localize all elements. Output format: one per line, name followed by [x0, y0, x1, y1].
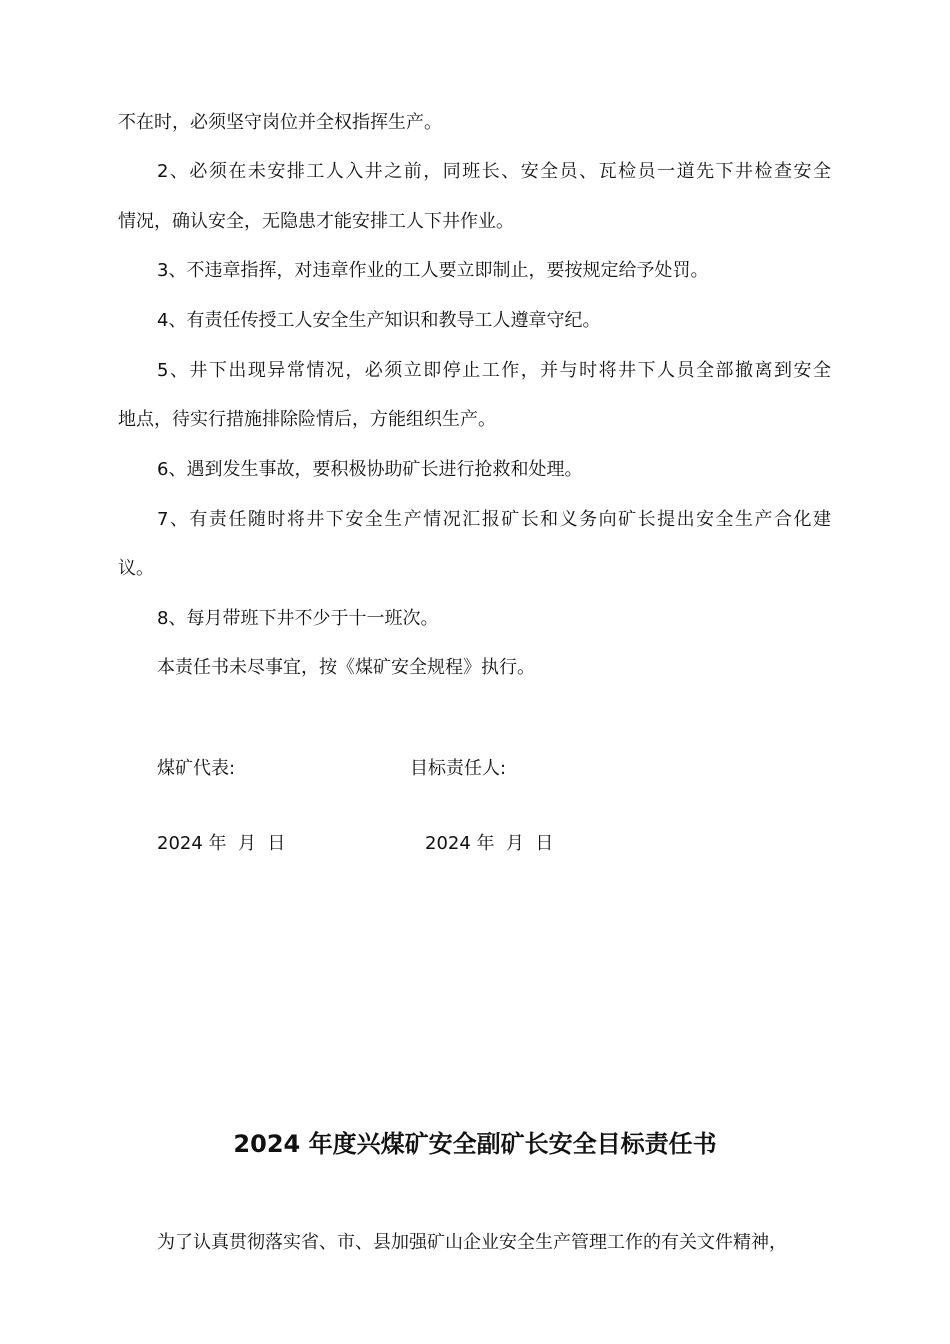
item-5-line-1: 5、井下出现异常情况，必须立即停止工作，并与时将井下人员全部撤离到安全	[157, 360, 831, 381]
right-date: 2024 年 月 日	[425, 833, 554, 854]
item-2-line-1: 2、必须在未安排工人入井之前，同班长、安全员、瓦检员一道先下井检查安全	[157, 161, 831, 182]
item-4: 4、有责任传授工人安全生产知识和教导工人遵章守纪。	[157, 310, 601, 331]
item-7-line-1: 7、有责任随时将井下安全生产情况汇报矿长和义务向矿长提出安全生产合化建	[157, 509, 831, 530]
continuation-line: 不在时，必须坚守岗位并全权指挥生产。	[118, 112, 442, 133]
item-7-line-2: 议。	[118, 558, 154, 579]
intro-paragraph-line: 为了认真贯彻落实省、市、县加强矿山企业安全生产管理工作的有关文件精神，	[157, 1232, 787, 1253]
mine-representative-label: 煤矿代表:	[157, 758, 236, 779]
responsible-person-label: 目标责任人:	[410, 758, 507, 779]
document-title: 2024 年度兴煤矿安全副矿长安全目标责任书	[233, 1130, 717, 1158]
item-8: 8、每月带班下井不少于十一班次。	[157, 608, 439, 629]
closing-line: 本责任书未尽事宜，按《煤矿安全规程》执行。	[157, 657, 535, 678]
item-6: 6、遇到发生事故，要积极协助矿长进行抢救和处理。	[157, 459, 583, 480]
item-3: 3、不违章指挥，对违章作业的工人要立即制止，要按规定给予处罚。	[157, 260, 709, 281]
left-date: 2024 年 月 日	[157, 833, 286, 854]
item-2-line-2: 情况，确认安全，无隐患才能安排工人下井作业。	[118, 211, 514, 232]
item-5-line-2: 地点，待实行措施排除险情后，方能组织生产。	[118, 409, 496, 430]
